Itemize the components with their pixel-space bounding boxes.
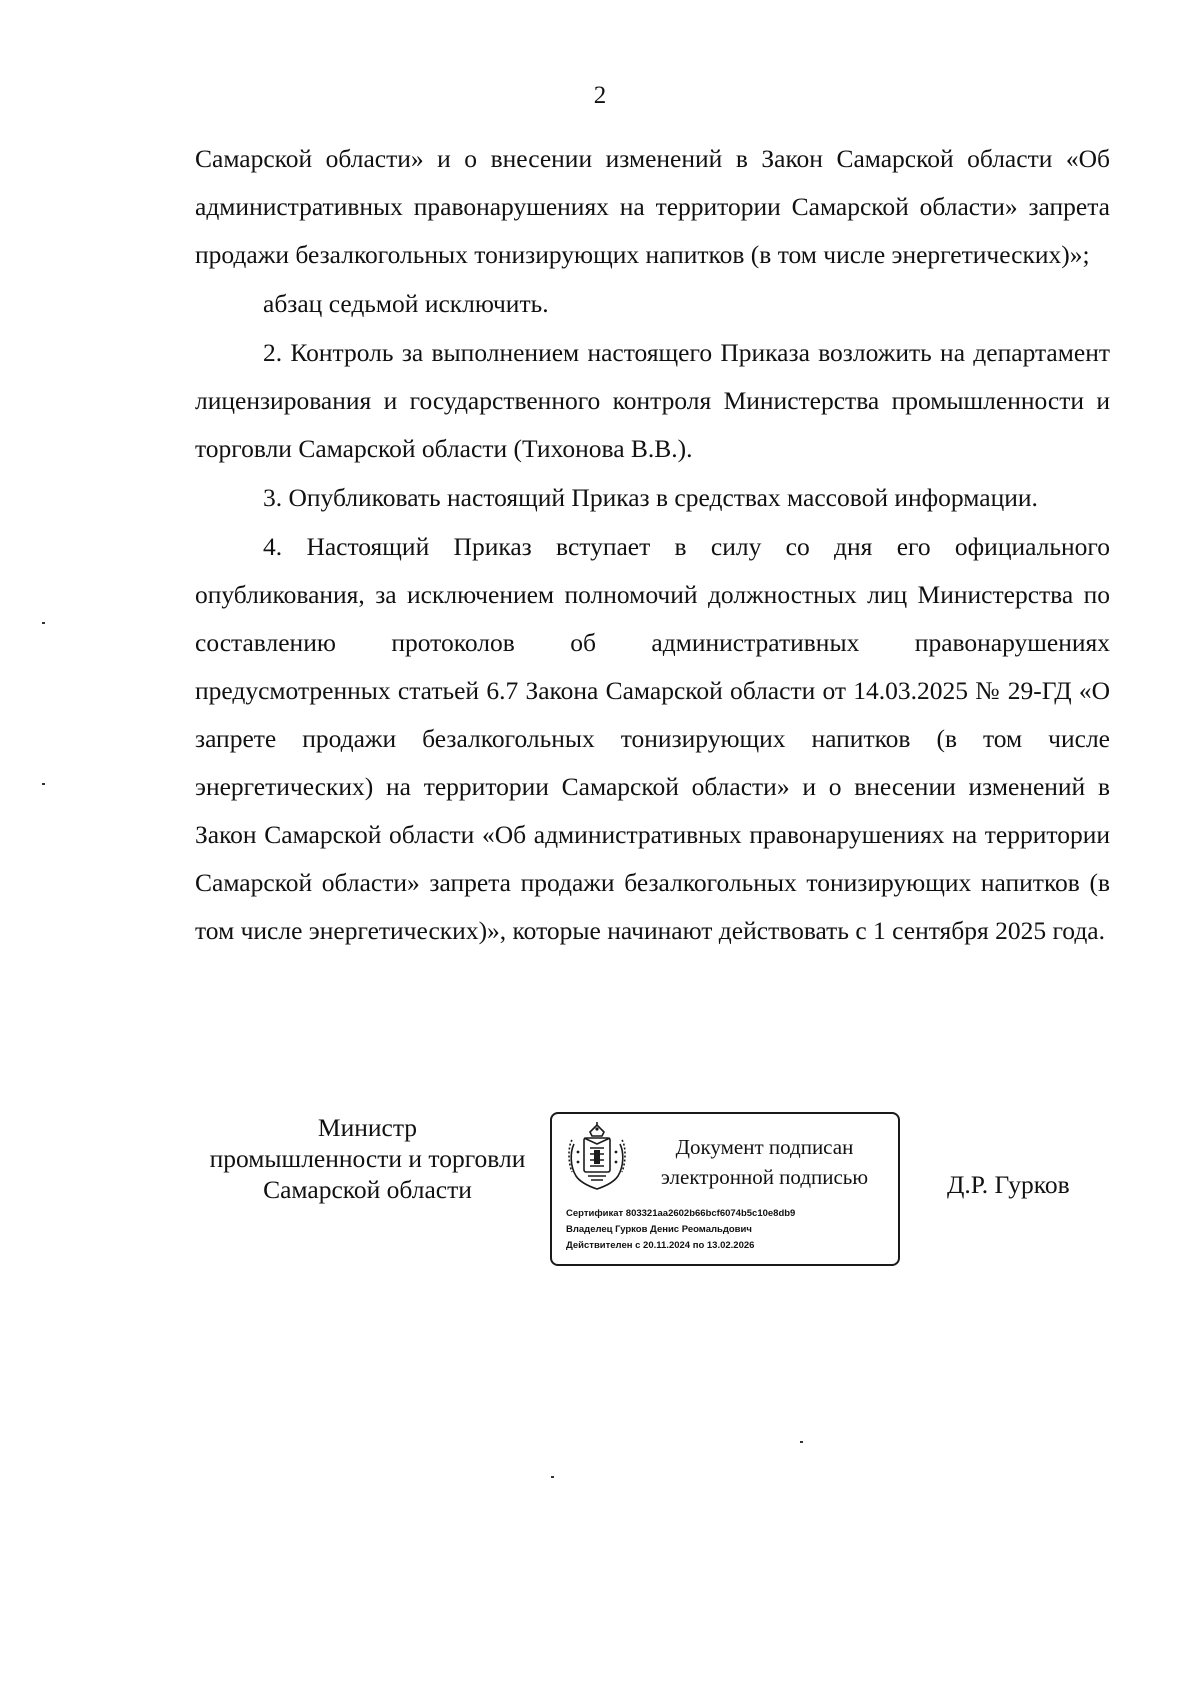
paragraph-continuation: Самарской области» и о внесении изменений в Закон Самарской области «Об административных правонарушениях на территории Самарской области» запрета продажи безалкогольных тонизирующих напитков (в том числе энергетических)»;: [195, 144, 1110, 269]
page-number: 2: [593, 82, 607, 109]
document-body: [195, 135, 1110, 956]
position-line: Министр: [317, 1113, 418, 1142]
stamp-heading-line: электронной подписью: [660, 1165, 869, 1189]
position-line: Самарской области: [263, 1175, 472, 1204]
signatory-position: [195, 1112, 540, 1205]
scan-speck: [42, 783, 45, 785]
certificate-validity: Действителен с 20.11.2024 по 13.02.2026: [566, 1240, 755, 1251]
stamp-heading-line: Документ подписан: [675, 1135, 854, 1159]
signer-name: Д.Р. Гурков: [947, 1170, 1070, 1199]
signature-block: [195, 1112, 1110, 1272]
certificate-owner: Владелец Гурков Денис Реомальдович: [566, 1224, 752, 1235]
paragraph-item-3: 3. Опубликовать настоящий Приказ в средствах массовой информации.: [263, 483, 1038, 512]
scan-speck: [551, 1476, 554, 1478]
paragraph-item-2: 2. Контроль за выполнением настоящего Приказа возложить на департамент лицензирования и государственного контроля Министерства промышленности и торговли Самарской области (Тихонова В.В.).: [195, 338, 1110, 463]
certificate-number: Сертификат 803321aa2602b66bcf6074b5c10e8db9: [566, 1208, 796, 1219]
position-line: промышленности и торговли: [209, 1144, 526, 1173]
stamp-details: [566, 1206, 896, 1254]
paragraph-item-exclude: абзац седьмой исключить.: [263, 289, 549, 318]
stamp-heading: [637, 1132, 892, 1192]
coat-of-arms-icon: [566, 1122, 628, 1192]
paragraph-item-4: 4. Настоящий Приказ вступает в силу со дня его официального опубликования, за исключением полномочий должностных лиц Министерства по составлению протоколов об административных правонарушениях предусмотренных статьей 6.7 Закона Самарской области от 14.03.2025 № 29-ГД «О запрете продажи безалкогольных тонизирующих напитков (в том числе энергетических) на территории Самарской области» и о внесении изменений в Закон Самарской области «Об административных правонарушениях на территории Самарской области» запрета продажи безалкогольных тонизирующих напитков (в том числе энергетических)», которые начинают действовать с 1 сентября 2025 года.: [195, 532, 1110, 945]
scan-speck: [800, 1441, 803, 1443]
e-signature-stamp: [550, 1112, 900, 1266]
scan-speck: [42, 622, 45, 624]
